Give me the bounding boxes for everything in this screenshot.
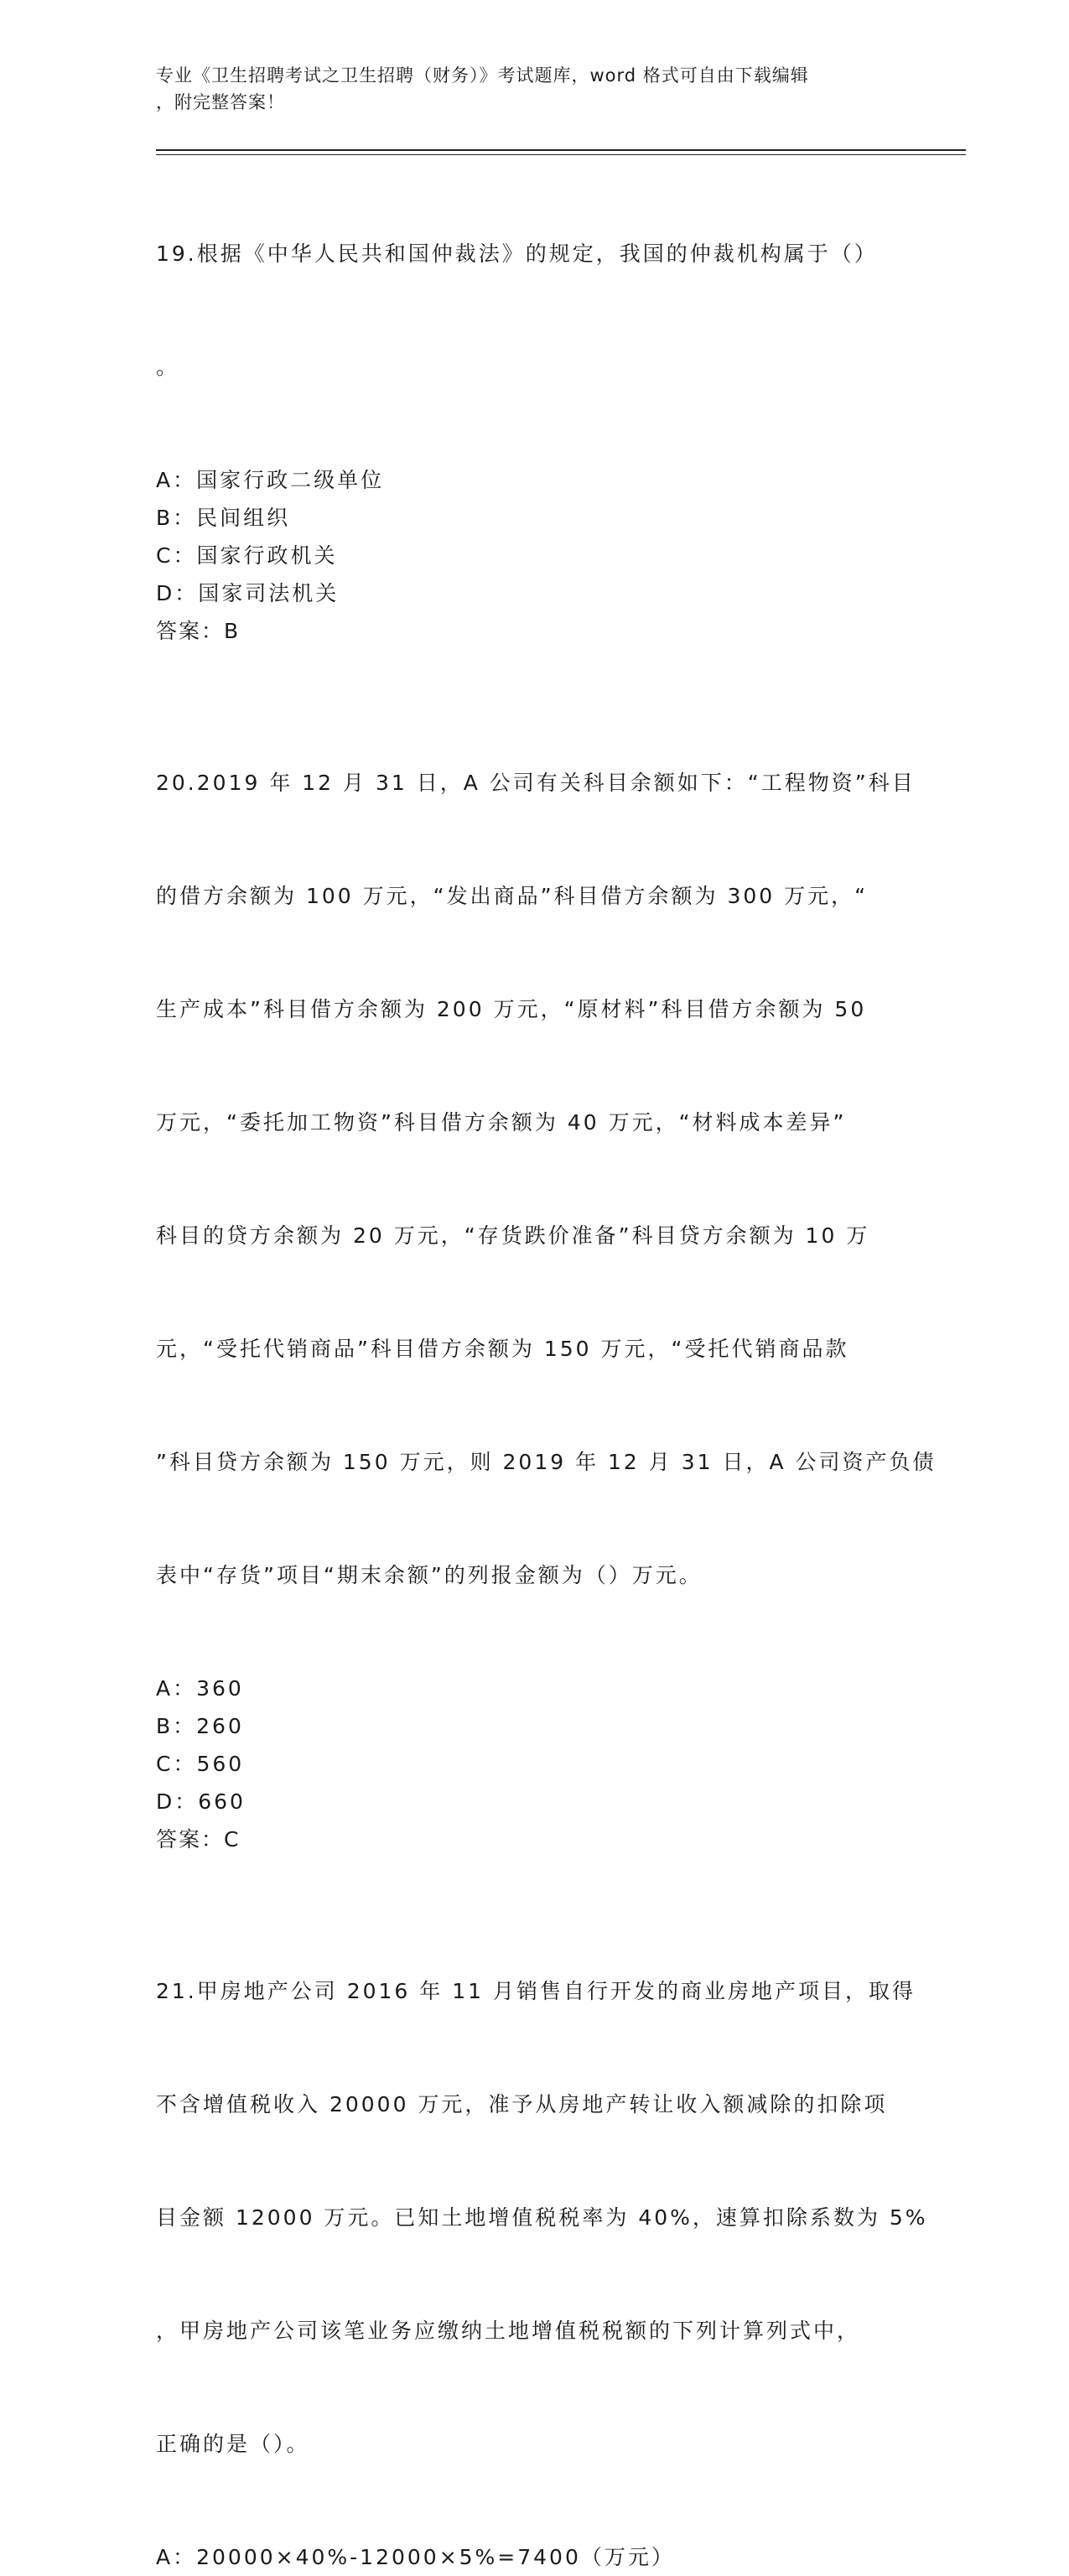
spacer xyxy=(156,1858,894,1897)
option-c: C：560 xyxy=(156,1752,245,1776)
stem-line: 元，“受托代销商品”科目借方余额为 150 万元，“受托代销商品款 xyxy=(156,1337,849,1361)
option-b: B：260 xyxy=(156,1714,244,1738)
stem-line: 生产成本”科目借方余额为 200 万元，“原材料”科目借方余额为 50 xyxy=(156,997,867,1021)
header-line-2: ，附完整答案！ xyxy=(156,92,285,112)
stem-line: 表中“存货”项目“期末余额”的列报金额为（）万元。 xyxy=(156,1563,703,1587)
question-stem xyxy=(156,159,894,461)
spacer xyxy=(156,650,894,688)
stem-line: 21.甲房地产公司 2016 年 11 月销售自行开发的商业房地产项目，取得 xyxy=(156,1979,916,2003)
option-d: D：国家司法机关 xyxy=(156,581,340,605)
option-b: B：民间组织 xyxy=(156,506,291,530)
stem-line: 不含增值税收入 20000 万元，准予从房地产转让收入额减除的扣除项 xyxy=(156,2092,888,2116)
stem-line: 19.根据《中华人民共和国仲裁法》的规定，我国的仲裁机构属于（） xyxy=(156,242,878,266)
option-d: D：660 xyxy=(156,1789,246,1814)
answer-line: 答案：C xyxy=(156,1827,241,1852)
stem-line: 。 xyxy=(156,355,180,379)
question-stem xyxy=(156,688,937,1670)
stem-line: 20.2019 年 12 月 31 日，A 公司有关科目余额如下：“工程物资”科目 xyxy=(156,771,916,795)
option-c: C：国家行政机关 xyxy=(156,543,338,568)
stem-line: 目金额 12000 万元。已知土地增值税税率为 40%，速算扣除系数为 5% xyxy=(156,2205,928,2230)
document-header xyxy=(156,62,894,116)
question-20 xyxy=(156,688,937,1858)
stem-line: 的借方余额为 100 万元，“发出商品”科目借方余额为 300 万元，“ xyxy=(156,884,869,908)
question-21 xyxy=(156,1897,928,2576)
stem-line: 科目的贷方余额为 20 万元，“存货跌价准备”科目贷方余额为 10 万 xyxy=(156,1223,870,1248)
stem-line: 万元，“委托加工物资”科目借方余额为 40 万元，“材料成本差异” xyxy=(156,1110,847,1135)
stem-line: ，甲房地产公司该笔业务应缴纳土地增值税税额的下列计算列式中， xyxy=(156,2319,861,2343)
stem-line: 正确的是（）。 xyxy=(156,2432,310,2456)
option-a: A：国家行政二级单位 xyxy=(156,468,385,492)
header-rule-thick xyxy=(156,149,966,151)
question-list xyxy=(156,159,937,2576)
option-a: A：20000×40%-12000×5%=7400（万元） xyxy=(156,2545,675,2569)
question-19 xyxy=(156,159,894,650)
option-a: A：360 xyxy=(156,1676,244,1701)
question-stem xyxy=(156,1897,928,2538)
stem-line: ”科目贷方余额为 150 万元，则 2019 年 12 月 31 日，A 公司资产负债 xyxy=(156,1450,937,1474)
answer-line: 答案：B xyxy=(156,619,241,643)
header-rule-thin xyxy=(156,154,966,155)
header-line-1: 专业《卫生招聘考试之卫生招聘（财务）》考试题库，word 格式可自由下载编辑 xyxy=(156,65,809,86)
